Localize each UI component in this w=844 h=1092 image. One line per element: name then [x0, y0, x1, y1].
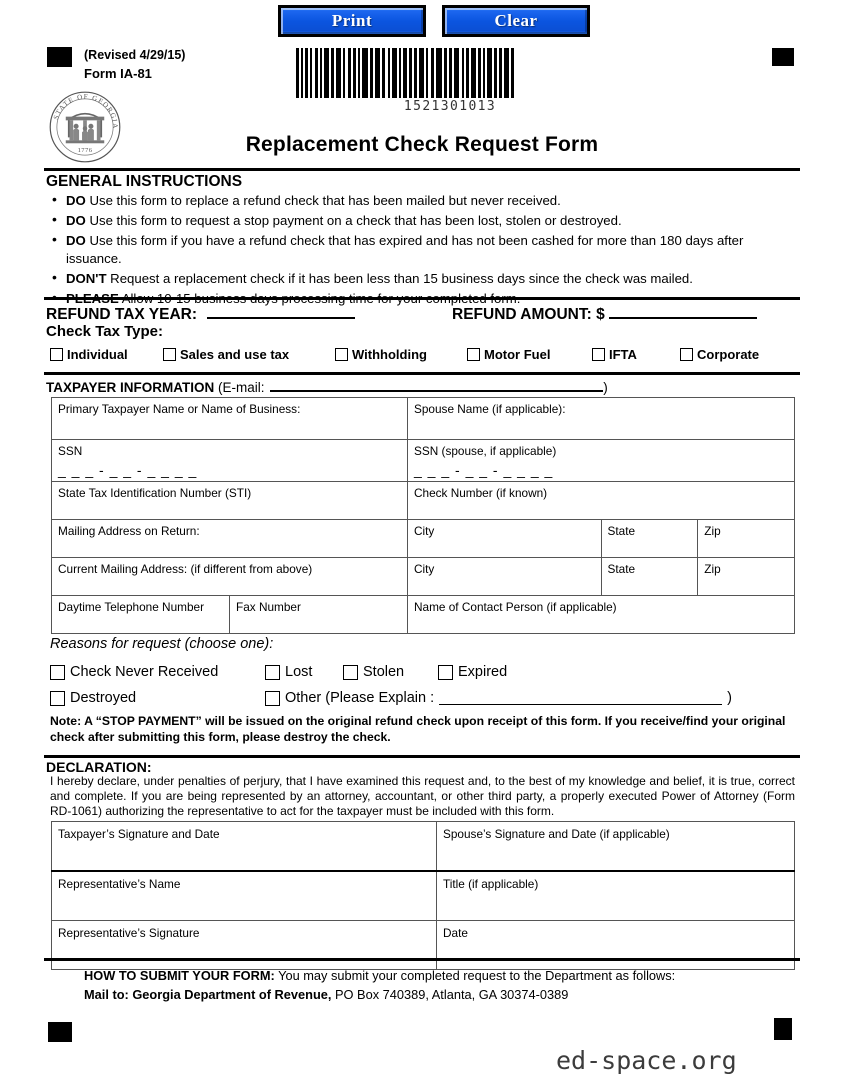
registration-mark-bottom-right	[774, 1018, 792, 1040]
general-instructions-list	[50, 192, 800, 310]
instruction-text: Use this form if you have a refund check that has expired and has not been cashed for more than 180 days after issuance.	[66, 233, 744, 266]
stop-payment-note: Note: A “STOP PAYMENT” will be issued on the original refund check upon receipt of this form. If you receive/find your original check after submitting this form, please destroy the check.	[50, 714, 786, 744]
refund-tax-year-group	[46, 302, 355, 324]
table-row	[52, 520, 795, 558]
cell-primary-name[interactable]	[52, 398, 408, 440]
check-tax-type-label: Check Tax Type:	[46, 323, 163, 340]
title-label: Title (if applicable)	[443, 877, 539, 891]
ssn-spouse-label: SSN (spouse, if applicable)	[414, 444, 557, 458]
table-row	[52, 871, 795, 921]
mailing-city-label: City	[414, 524, 435, 538]
mailing-address-label: Mailing Address on Return:	[58, 524, 200, 538]
divider-above-declaration	[44, 755, 800, 758]
mailing-zip-label: Zip	[704, 524, 721, 538]
reason-label: Stolen	[363, 664, 405, 680]
fax-label: Fax Number	[236, 600, 301, 614]
tax-type-individual[interactable]	[50, 347, 163, 362]
table-row	[52, 596, 795, 634]
cell-contact[interactable]	[408, 596, 795, 634]
general-instructions-heading: GENERAL INSTRUCTIONS	[46, 173, 243, 190]
reasons-title: Reasons for request (choose one):	[50, 636, 274, 652]
tax-type-label: Individual	[67, 347, 128, 362]
checkbox-destroyed-icon[interactable]	[50, 691, 65, 706]
signature-table	[51, 821, 795, 970]
instruction-lead: DO	[66, 193, 86, 208]
checkbox-icon[interactable]	[680, 348, 693, 361]
cell-date[interactable]	[437, 921, 795, 970]
taxpayer-information-header	[46, 377, 608, 395]
date-label: Date	[443, 926, 468, 940]
print-button[interactable]	[278, 5, 426, 37]
email-input[interactable]	[270, 377, 603, 392]
current-state-label: State	[607, 562, 636, 576]
instruction-text: Use this form to replace a refund check that has been mailed but never received.	[85, 193, 561, 208]
ssn-spouse-mask: _ _ _ - _ _ - _ _ _ _	[414, 462, 554, 478]
declaration-body: I hereby declare, under penalties of perjury, that I have examined this request and, to the best of my knowledge and belief, it is true, correct and complete. If you are being represented by an attorney, accountant, or other third party, a properly executed Power of Attorney (Form RD-1061) authorizing the representative to act for the taxpayer must be included with this form.	[50, 774, 795, 818]
cell-title[interactable]	[437, 871, 795, 921]
reasons-row-2	[50, 690, 732, 706]
table-row	[52, 558, 795, 596]
submit-text: You may submit your completed request to the Department as follows:	[278, 968, 676, 983]
current-address-label: Current Mailing Address: (if different from above)	[58, 562, 313, 576]
cell-current-address[interactable]	[52, 558, 408, 596]
registration-mark-top-left	[47, 47, 72, 67]
cell-mailing-address[interactable]	[52, 520, 408, 558]
tax-type-label: Motor Fuel	[484, 347, 551, 362]
cell-taxpayer-signature[interactable]	[52, 822, 437, 872]
cell-rep-name[interactable]	[52, 871, 437, 921]
reason-other-label: Other (Please Explain :	[285, 690, 435, 706]
checkbox-icon[interactable]	[592, 348, 605, 361]
tax-type-ifta[interactable]	[592, 347, 680, 362]
table-row	[52, 921, 795, 970]
checkbox-icon[interactable]	[265, 665, 280, 680]
reason-label: Expired	[458, 664, 508, 680]
submit-line-2	[84, 985, 784, 1004]
refund-amount-label: REFUND AMOUNT: $	[452, 306, 605, 323]
svg-text:STATE OF GEORGIA: STATE OF GEORGIA	[51, 92, 120, 130]
ssn-mask: _ _ _ - _ _ - _ _ _ _	[58, 462, 198, 478]
instruction-text: Use this form to request a stop payment on a check that has been lost, stolen or destroyed.	[85, 213, 622, 229]
registration-mark-top-right	[772, 48, 794, 66]
cell-mailing-zip[interactable]	[698, 520, 795, 558]
reason-other[interactable]	[265, 690, 732, 706]
divider-above-footer	[44, 958, 800, 961]
declaration-heading: DECLARATION:	[46, 759, 152, 775]
checkbox-icon[interactable]	[343, 665, 358, 680]
cell-current-state[interactable]	[601, 558, 698, 596]
barcode-number: 1521301013	[403, 99, 497, 114]
current-city-label: City	[414, 562, 435, 576]
tax-type-label: Withholding	[352, 347, 427, 362]
taxpayer-signature-label: Taxpayer’s Signature and Date	[58, 827, 220, 841]
submit-line-1	[84, 966, 784, 985]
cell-spouse-signature[interactable]	[437, 822, 795, 872]
taxpayer-information-label: TAXPAYER INFORMATION	[46, 380, 215, 395]
refund-amount-group	[452, 302, 757, 324]
reason-expired[interactable]	[438, 664, 507, 680]
registration-mark-bottom-left	[48, 1022, 72, 1042]
checkbox-icon[interactable]	[50, 665, 65, 680]
checkbox-other-icon[interactable]	[265, 691, 280, 706]
cell-rep-signature[interactable]	[52, 921, 437, 970]
checkbox-icon[interactable]	[50, 348, 63, 361]
instruction-item	[50, 232, 800, 267]
reason-lost[interactable]	[265, 664, 343, 680]
instruction-item	[50, 192, 800, 210]
form-action-buttons	[278, 5, 590, 37]
cell-spouse-name[interactable]	[408, 398, 795, 440]
submit-instructions	[84, 966, 784, 1004]
reason-destroyed[interactable]	[50, 690, 265, 706]
checkbox-icon[interactable]	[438, 665, 453, 680]
tax-type-checkbox-row	[50, 347, 800, 362]
spouse-signature-label: Spouse’s Signature and Date (if applicable)	[443, 827, 670, 841]
table-row	[52, 822, 795, 872]
tax-type-withholding[interactable]	[335, 347, 467, 362]
current-zip-label: Zip	[704, 562, 721, 576]
barcode-block	[296, 48, 604, 114]
refund-amount-input[interactable]	[609, 302, 757, 319]
cell-mailing-state[interactable]	[601, 520, 698, 558]
table-row	[52, 440, 795, 482]
reason-check-never-received[interactable]	[50, 664, 265, 680]
phone-label: Daytime Telephone Number	[58, 600, 205, 614]
reason-other-input[interactable]	[439, 691, 722, 705]
mailing-state-label: State	[607, 524, 636, 538]
refund-tax-year-label: REFUND TAX YEAR:	[46, 306, 197, 323]
form-number: Form IA-81	[84, 66, 152, 81]
tax-type-label: Sales and use tax	[180, 347, 290, 362]
taxpayer-information-table	[51, 397, 795, 634]
tax-type-label: Corporate	[697, 347, 760, 362]
instruction-item	[50, 212, 800, 230]
reason-label: Lost	[285, 664, 313, 680]
checkbox-icon[interactable]	[467, 348, 480, 361]
submit-label: HOW TO SUBMIT YOUR FORM:	[84, 968, 275, 983]
rep-signature-label: Representative’s Signature	[58, 926, 200, 940]
tax-type-corporate[interactable]	[680, 347, 759, 362]
divider-above-refund	[44, 297, 800, 300]
sti-label: State Tax Identification Number (STI)	[58, 486, 252, 500]
checkbox-icon[interactable]	[163, 348, 176, 361]
contact-label: Name of Contact Person (if applicable)	[414, 600, 617, 614]
cell-current-zip[interactable]	[698, 558, 795, 596]
tax-type-motor-fuel[interactable]	[467, 347, 592, 362]
mail-address: PO Box 740389, Atlanta, GA 30374-0389	[335, 987, 569, 1002]
refund-tax-year-input[interactable]	[207, 302, 355, 319]
cell-current-city[interactable]	[408, 558, 602, 596]
reason-label: Check Never Received	[70, 664, 219, 680]
instruction-item	[50, 270, 800, 288]
table-row	[52, 398, 795, 440]
checkbox-icon[interactable]	[335, 348, 348, 361]
cell-ssn[interactable]	[52, 440, 408, 482]
barcode-image	[296, 48, 604, 98]
reason-destroyed-label: Destroyed	[70, 690, 137, 706]
cell-mailing-city[interactable]	[408, 520, 602, 558]
cell-fax[interactable]	[230, 596, 408, 634]
reason-stolen[interactable]	[343, 664, 438, 680]
site-watermark: ed-space.org	[556, 1046, 737, 1075]
clear-button-label: Clear	[494, 11, 538, 30]
revision-date: (Revised 4/29/15)	[84, 48, 186, 62]
divider-under-title	[44, 168, 800, 171]
barcode-bar	[511, 48, 514, 98]
tax-type-sales-and-use-tax[interactable]	[163, 347, 335, 362]
page-title: Replacement Check Request Form	[245, 133, 599, 156]
email-close-paren: )	[603, 380, 608, 395]
primary-name-label: Primary Taxpayer Name or Name of Business:	[58, 402, 301, 416]
cell-sti[interactable]	[52, 482, 408, 520]
cell-ssn-spouse[interactable]	[408, 440, 795, 482]
svg-text:1776: 1776	[77, 147, 93, 155]
mail-to-label: Mail to: Georgia Department of Revenue,	[84, 987, 332, 1002]
ssn-label: SSN	[58, 444, 83, 458]
spouse-name-label: Spouse Name (if applicable):	[414, 402, 566, 416]
email-label: (E-mail:	[218, 380, 265, 395]
reasons-row-1	[50, 664, 507, 680]
instruction-lead: DON'T	[66, 270, 107, 286]
clear-button[interactable]	[442, 5, 590, 37]
tax-type-label: IFTA	[609, 347, 637, 362]
print-button-label: Print	[331, 11, 373, 30]
table-row	[52, 482, 795, 520]
check-number-label: Check Number (if known)	[414, 486, 548, 500]
rep-name-label: Representative’s Name	[58, 877, 181, 891]
reason-other-close-paren: )	[727, 690, 732, 706]
cell-phone[interactable]	[52, 596, 230, 634]
instruction-text: Request a replacement check if it has been less than 15 business days since the check was mailed.	[106, 270, 693, 286]
instruction-lead: DO	[66, 233, 86, 249]
divider-above-taxpayer	[44, 372, 800, 375]
instruction-lead: DO	[66, 213, 86, 229]
cell-check-number[interactable]	[408, 482, 795, 520]
